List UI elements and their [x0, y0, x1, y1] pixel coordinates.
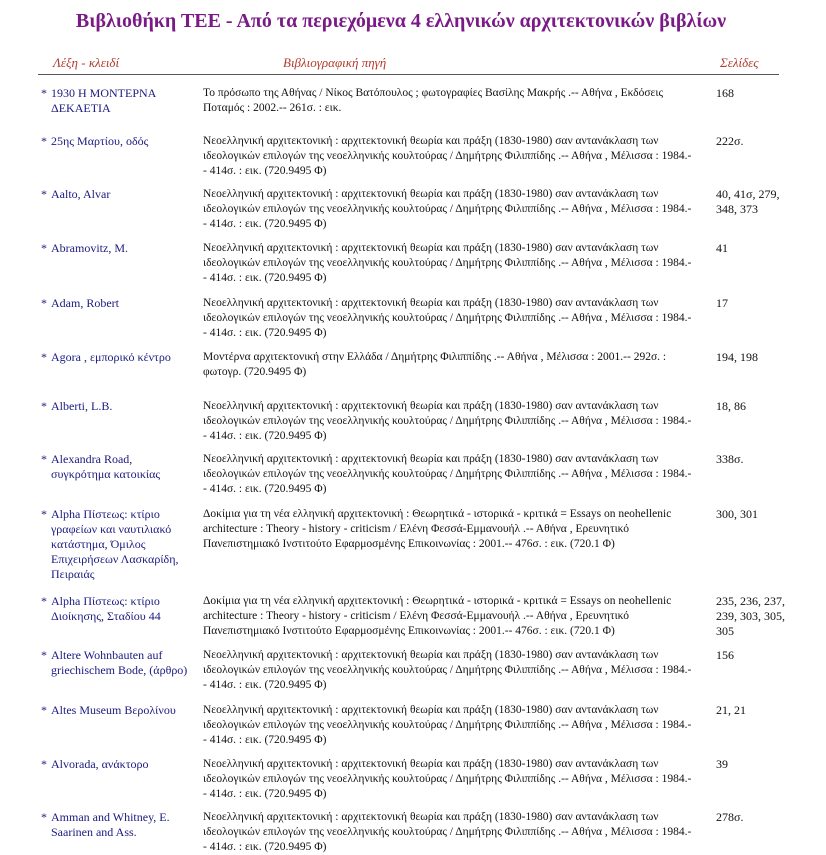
pages-cell: 39: [716, 757, 728, 771]
keyword-cell: Altes Museum Βερολίνου: [51, 703, 176, 717]
keyword-cell: Amman and Whitney, E. Saarinen and Ass.: [51, 810, 170, 839]
row-bullet: *: [41, 350, 47, 364]
column-header-source: Βιβλιογραφική πηγή: [283, 55, 387, 70]
source-cell: Νεοελληνική αρχιτεκτονική : αρχιτεκτονική θεωρία και πράξη (1830-1980) σαν αντανάκλαση των ιδεολογικών επιλογών της νεοελληνικής κουλτούρας / Δημήτρης Φιλιππίδης .-- Αθήνα , Μέλισσα : 1984.-- 414σ. : εικ. (720.9495 Φ): [203, 453, 692, 495]
page-title: Βιβλιοθήκη ΤΕΕ - Από τα περιεχόμενα 4 ελληνικών αρχιτεκτονικών βιβλίων: [75, 10, 727, 32]
pages-cell: 21, 21: [716, 703, 746, 717]
keyword-cell: Alvorada, ανάκτορο: [51, 757, 149, 771]
row-bullet: *: [41, 86, 47, 100]
row-bullet: *: [41, 594, 47, 608]
row-bullet: *: [41, 134, 47, 148]
source-cell: Νεοελληνική αρχιτεκτονική : αρχιτεκτονική θεωρία και πράξη (1830-1980) σαν αντανάκλαση των ιδεολογικών επιλογών της νεοελληνικής κουλτούρας / Δημήτρης Φιλιππίδης .-- Αθήνα , Μέλισσα : 1984.-- 414σ. : εικ. (720.9495 Φ): [203, 400, 692, 442]
source-cell: Νεοελληνική αρχιτεκτονική : αρχιτεκτονική θεωρία και πράξη (1830-1980) σαν αντανάκλαση των ιδεολογικών επιλογών της νεοελληνικής κουλτούρας / Δημήτρης Φιλιππίδης .-- Αθήνα , Μέλισσα : 1984.-- 414σ. : εικ. (720.9495 Φ): [203, 649, 692, 691]
row-bullet: *: [41, 507, 47, 521]
pages-cell: 40, 41σ, 279, 348, 373: [716, 187, 780, 216]
keyword-cell: 25ης Μαρτίου, οδός: [51, 134, 149, 148]
keyword-cell: Adam, Robert: [51, 296, 119, 310]
pages-cell: 18, 86: [716, 399, 746, 413]
keyword-cell: Alpha Πίστεως: κτίριο Διοίκησης, Σταδίου 44: [51, 594, 161, 623]
keyword-cell: Abramovitz, M.: [51, 241, 128, 255]
pages-cell: 222σ.: [716, 134, 744, 148]
row-bullet: *: [41, 296, 47, 310]
keyword-cell: Alpha Πίστεως: κτίριο γραφείων και ναυτιλιακό κατάστημα, Όμιλος Επιχειρήσεων Λασκαρίδη, Πειραιάς: [51, 507, 179, 581]
row-bullet: *: [41, 757, 47, 771]
header-divider: [38, 74, 779, 75]
keyword-cell: Alberti, L.B.: [51, 399, 113, 413]
pages-cell: 338σ.: [716, 452, 744, 466]
row-bullet: *: [41, 810, 47, 824]
source-cell: Νεοελληνική αρχιτεκτονική : αρχιτεκτονική θεωρία και πράξη (1830-1980) σαν αντανάκλαση των ιδεολογικών επιλογών της νεοελληνικής κουλτούρας / Δημήτρης Φιλιππίδης .-- Αθήνα , Μέλισσα : 1984.-- 414σ. : εικ. (720.9495 Φ): [203, 758, 692, 800]
pages-cell: 41: [716, 241, 728, 255]
source-cell: Νεοελληνική αρχιτεκτονική : αρχιτεκτονική θεωρία και πράξη (1830-1980) σαν αντανάκλαση των ιδεολογικών επιλογών της νεοελληνικής κουλτούρας / Δημήτρης Φιλιππίδης .-- Αθήνα , Μέλισσα : 1984.-- 414σ. : εικ. (720.9495 Φ): [203, 188, 692, 230]
pages-cell: 235, 236, 237, 239, 303, 305, 305: [716, 594, 785, 638]
source-cell: Δοκίμια για τη νέα ελληνική αρχιτεκτονική : Θεωρητικά - ιστορικά - κριτικά = Essays on neohellenic architecture : Theory - history - criticism / Ελένη Φεσσά-Εμμανουήλ .-- Αθήνα , Ερευνητικό Πανεπιστημιακό Ινστιτούτο Εφαρμοσμένης Επικοινωνίας : 2001.-- 476σ. : εικ. (720.1 Φ): [203, 595, 672, 637]
row-bullet: *: [41, 703, 47, 717]
column-header-pages: Σελίδες: [720, 55, 759, 70]
keyword-cell: 1930 Η ΜΟΝΤΕΡΝΑ ΔΕΚΑΕΤΙΑ: [51, 86, 156, 115]
row-bullet: *: [41, 648, 47, 662]
pages-cell: 17: [716, 296, 728, 310]
row-bullet: *: [41, 452, 47, 466]
keyword-cell: Agora , εμπορικό κέντρο: [51, 350, 171, 364]
pages-cell: 300, 301: [716, 507, 758, 521]
pages-cell: 156: [716, 648, 734, 662]
pages-cell: 168: [716, 86, 734, 100]
row-bullet: *: [41, 399, 47, 413]
source-cell: Νεοελληνική αρχιτεκτονική : αρχιτεκτονική θεωρία και πράξη (1830-1980) σαν αντανάκλαση των ιδεολογικών επιλογών της νεοελληνικής κουλτούρας / Δημήτρης Φιλιππίδης .-- Αθήνα , Μέλισσα : 1984.-- 414σ. : εικ. (720.9495 Φ): [203, 135, 692, 177]
source-cell: Νεοελληνική αρχιτεκτονική : αρχιτεκτονική θεωρία και πράξη (1830-1980) σαν αντανάκλαση των ιδεολογικών επιλογών της νεοελληνικής κουλτούρας / Δημήτρης Φιλιππίδης .-- Αθήνα , Μέλισσα : 1984.-- 414σ. : εικ. (720.9495 Φ): [203, 811, 692, 853]
source-cell: Το πρόσωπο της Αθήνας / Νίκος Βατόπουλος ; φωτογραφίες Βασίλης Μακρής .-- Αθήνα , Εκδόσεις Ποταμός : 2002.-- 261σ. : εικ.: [203, 87, 664, 114]
source-cell: Μοντέρνα αρχιτεκτονική στην Ελλάδα / Δημήτρης Φιλιππίδης .-- Αθήνα , Μέλισσα : 2001.-- 292σ. : φωτογρ. (720.9495 Φ): [203, 351, 667, 378]
source-cell: Νεοελληνική αρχιτεκτονική : αρχιτεκτονική θεωρία και πράξη (1830-1980) σαν αντανάκλαση των ιδεολογικών επιλογών της νεοελληνικής κουλτούρας / Δημήτρης Φιλιππίδης .-- Αθήνα , Μέλισσα : 1984.-- 414σ. : εικ. (720.9495 Φ): [203, 242, 692, 284]
row-bullet: *: [41, 187, 47, 201]
pages-cell: 194, 198: [716, 350, 758, 364]
source-cell: Νεοελληνική αρχιτεκτονική : αρχιτεκτονική θεωρία και πράξη (1830-1980) σαν αντανάκλαση των ιδεολογικών επιλογών της νεοελληνικής κουλτούρας / Δημήτρης Φιλιππίδης .-- Αθήνα , Μέλισσα : 1984.-- 414σ. : εικ. (720.9495 Φ): [203, 297, 692, 339]
source-cell: Νεοελληνική αρχιτεκτονική : αρχιτεκτονική θεωρία και πράξη (1830-1980) σαν αντανάκλαση των ιδεολογικών επιλογών της νεοελληνικής κουλτούρας / Δημήτρης Φιλιππίδης .-- Αθήνα , Μέλισσα : 1984.-- 414σ. : εικ. (720.9495 Φ): [203, 704, 692, 746]
keyword-cell: Aalto, Alvar: [51, 187, 111, 201]
source-cell: Δοκίμια για τη νέα ελληνική αρχιτεκτονική : Θεωρητικά - ιστορικά - κριτικά = Essays on neohellenic architecture : Theory - history - criticism / Ελένη Φεσσά-Εμμανουήλ .-- Αθήνα , Ερευνητικό Πανεπιστημιακό Ινστιτούτο Εφαρμοσμένης Επικοινωνίας : 2001.-- 476σ. : εικ. (720.1 Φ): [203, 508, 672, 550]
row-bullet: *: [41, 241, 47, 255]
keyword-cell: Alexandra Road, συγκρότημα κατοικίας: [51, 452, 161, 481]
keyword-cell: Altere Wohnbauten auf griechischem Bode, (άρθρο): [51, 648, 188, 677]
pages-cell: 278σ.: [716, 810, 744, 824]
column-header-keyword: Λέξη - κλειδί: [53, 55, 120, 70]
